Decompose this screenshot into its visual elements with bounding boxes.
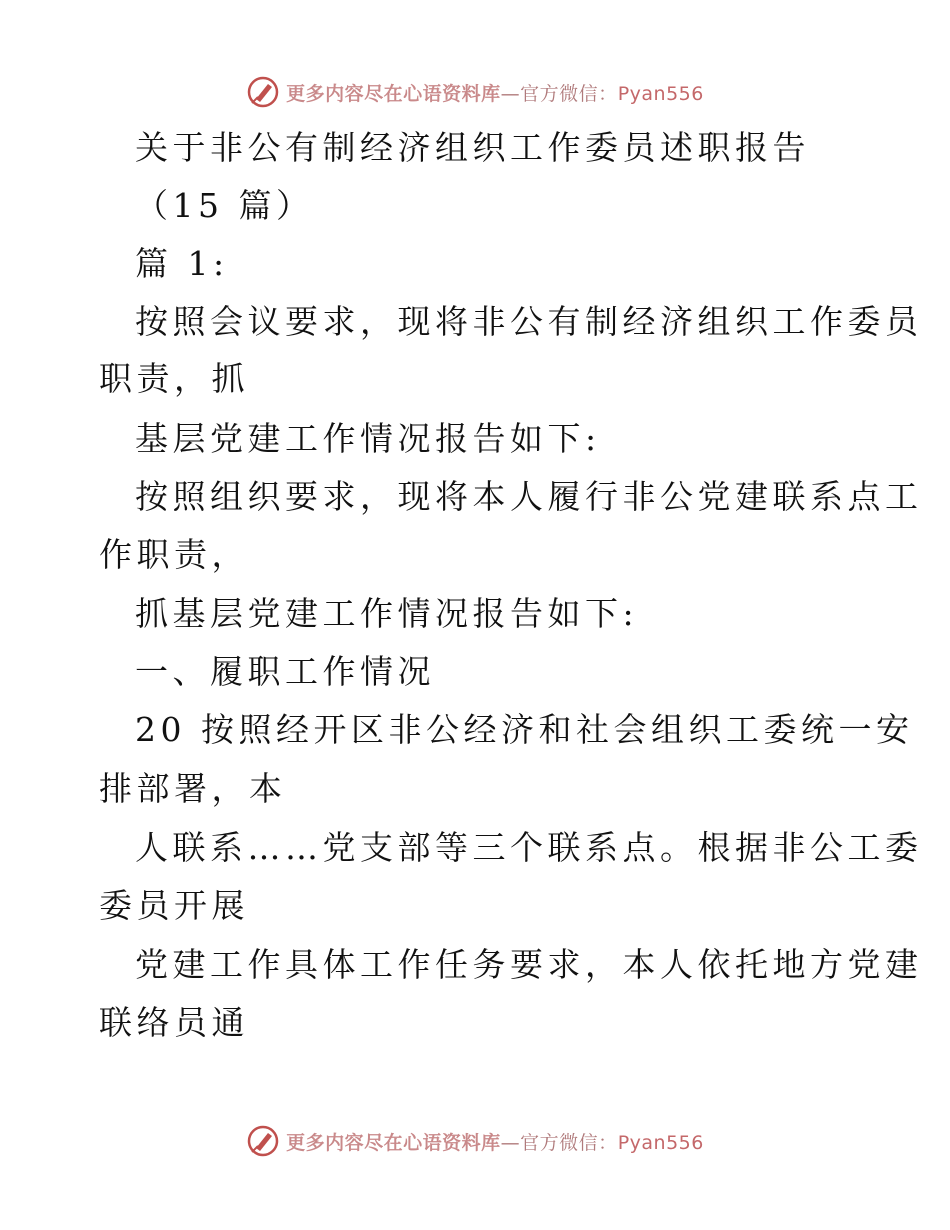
watermark-text: 更多内容尽在心语资料库—官方微信：Pyan556 [286,82,704,105]
paragraph-line: 基层党建工作情况报告如下: [135,419,601,458]
paragraph-line: 排部署，本 [99,769,287,808]
document-title: 关于非公有制经济组织工作委员述职报告 [135,128,810,167]
paragraph-line: 人联系……党支部等三个联系点。根据非公工委 [135,828,923,867]
paragraph-line: 按照组织要求，现将本人履行非公党建联系点工 [135,477,923,516]
watermark-text: 更多内容尽在心语资料库—官方微信：Pyan556 [286,1131,704,1154]
paragraph-line: 职责，抓 [99,359,249,398]
paragraph-line: 抓基层党建工作情况报告如下: [135,594,639,633]
paragraph-line: 委员开展 [99,886,249,925]
paragraph-line: 作职责， [99,535,249,574]
paragraph-line: 按照会议要求，现将非公有制经济组织工作委员 [135,302,923,341]
paragraph-line: 党建工作具体工作任务要求，本人依托地方党建 [135,945,923,984]
document-subtitle: （15 篇） [135,186,314,225]
section-heading: 一、履职工作情况 [135,652,435,691]
paragraph-line: 联络员通 [99,1003,249,1042]
footer-watermark [0,1121,950,1161]
paragraph-line: 20 按照经开区非公经济和社会组织工委统一安 [135,710,914,749]
pen-logo-icon [246,1124,280,1158]
paragraph-line: 篇 1: [135,244,229,283]
